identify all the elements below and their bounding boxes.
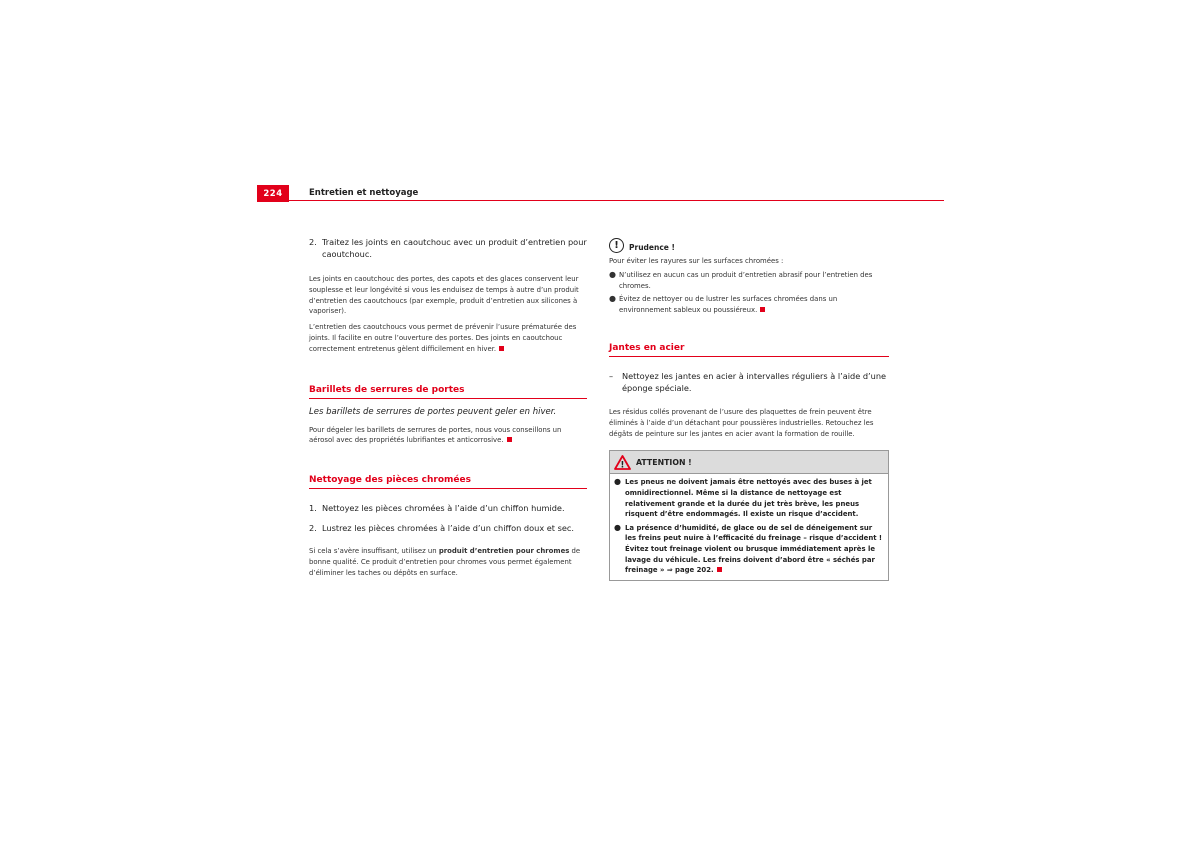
bullet-icon: ● xyxy=(614,477,621,487)
step-text: Nettoyez les jantes en acier à intervalles réguliers à l’aide d’une éponge spéciale. xyxy=(622,370,887,393)
warning-bullet: ● La présence d’humidité, de glace ou de sel de déneigement sur les freins peut nuire à l’efficacité du freinage – risque d’accident ! Évitez tout freinage violent ou brusque immédiatement après le lavage du véhicule. Les freins doivent d’abord être « séchés par freinage » ⇒ page 202. xyxy=(614,522,883,575)
left-column xyxy=(309,236,587,579)
section-title: Barillets de serrures de portes xyxy=(309,385,587,399)
warning-box xyxy=(609,450,889,580)
bullet-icon: ● xyxy=(609,294,616,304)
paragraph: Si cela s’avère insuffisant, utilisez un produit d’entretien pour chromes de bonne qualité. Ce produit d’entretien pour chromes vous permet également d’éliminer les taches ou dépôts en surface. xyxy=(309,547,581,577)
step-number: 1. xyxy=(309,503,317,514)
paragraph: Pour dégeler les barillets de serrures de portes, nous vous conseillons un aérosol avec des propriétés lubrifiantes et anticorrosive. xyxy=(309,425,562,445)
paragraph: Les joints en caoutchouc des portes, des capots et des glaces conservent leur souplesse et leur longévité si vous les enduisez de temps à autre d’un produit d’entretien des caoutchoucs (par exemple, produit d’entretien aux silicones à vaporiser). xyxy=(309,275,579,316)
bullet-icon: ● xyxy=(614,522,621,532)
dash-marker: – xyxy=(609,370,614,381)
end-of-section-marker xyxy=(760,307,765,312)
section-subtitle: Les barillets de serrures de portes peuvent geler en hiver. xyxy=(309,406,557,417)
step-text: Traitez les joints en caoutchouc avec un produit d’entretien pour caoutchouc. xyxy=(322,237,587,259)
bold-term: produit d’entretien pour chromes xyxy=(438,547,570,556)
instruction-step xyxy=(309,236,587,260)
bullet-icon: ● xyxy=(609,269,616,279)
instruction-step xyxy=(309,522,587,534)
step-text: Lustrez les pièces chromées à l’aide d’un chiffon doux et sec. xyxy=(322,523,575,534)
step-number: 2. xyxy=(309,523,317,534)
svg-text:!: ! xyxy=(620,460,625,470)
paragraph: Les résidus collés provenant de l’usure des plaquettes de frein peuvent être éliminés à l’aide d’un détachant pour poussières industrielles. Retouchez les dégâts de peinture sur les jantes en acier avant la formation de rouille. xyxy=(609,407,874,438)
end-of-section-marker xyxy=(507,437,512,442)
caution-bullet: ● Évitez de nettoyer ou de lustrer les surfaces chromées dans un environnement sableux ou poussiéreux. xyxy=(609,294,838,315)
caution-header xyxy=(609,238,889,253)
warning-title: ATTENTION ! xyxy=(636,457,692,467)
warning-triangle-icon xyxy=(614,455,631,470)
end-of-section-marker xyxy=(717,567,722,572)
caution-intro: Pour éviter les rayures sur les surfaces chromées : xyxy=(609,257,784,265)
section-title: Jantes en acier xyxy=(609,343,889,357)
step-number: 2. xyxy=(309,237,317,247)
end-of-section-marker xyxy=(499,346,504,351)
instruction-step xyxy=(609,370,889,394)
right-column xyxy=(609,238,889,581)
section-title: Nettoyage des pièces chromées xyxy=(309,475,587,489)
header-rule xyxy=(289,200,944,201)
warning-bullet: ● Les pneus ne doivent jamais être nettoyés avec des buses à jet omnidirectionnel. Même si la distance de nettoyage est relativement grande et la durée du jet très brève, les pneus risquent d’être endommagés. Il existe un risque d’accident. xyxy=(614,477,872,519)
page-number: 224 xyxy=(257,185,289,202)
warning-header xyxy=(610,451,888,474)
exclamation-circle-icon: ! xyxy=(609,238,624,253)
caution-title: Prudence ! xyxy=(629,243,675,252)
step-text: Nettoyez les pièces chromées à l’aide d’un chiffon humide. xyxy=(322,503,565,514)
paragraph: L’entretien des caoutchoucs vous permet de prévenir l’usure prématurée des joints. Il facilite en outre l’ouverture des portes. Des joints en caoutchouc correctement entretenus gèlent difficilement en hiver. xyxy=(309,323,577,353)
instruction-step xyxy=(309,502,587,514)
caution-bullet: ● N’utilisez en aucun cas un produit d’entretien abrasif pour l’entretien des chromes. xyxy=(609,269,873,290)
running-header-title: Entretien et nettoyage xyxy=(309,188,419,198)
warning-body xyxy=(610,474,888,579)
